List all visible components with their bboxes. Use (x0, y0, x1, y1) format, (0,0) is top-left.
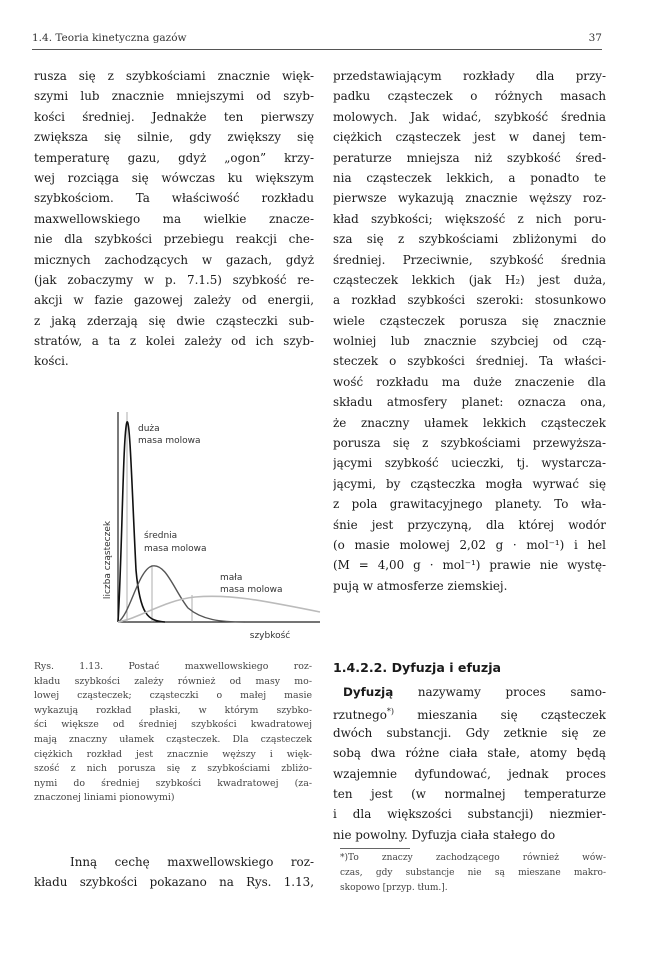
text-line: ciężkich cząsteczek jest w danej tem- (333, 130, 606, 145)
footnote-mark: *) (386, 707, 394, 717)
text-line (333, 682, 606, 702)
text-line: molowych. Jak widać, szybkość średnia (333, 109, 606, 124)
text-line: i dla większości substancji) niezmier- (333, 807, 606, 822)
text-line: (o masie molowej 2,02 g · mol⁻¹) i hel (333, 537, 606, 552)
caption-line: szość z nich porusza się z szybkościami zbliżo- (34, 763, 312, 775)
text-line: ten jest (w normalnej temperaturze (333, 786, 606, 801)
term-bold: Dyfuzją (343, 685, 394, 699)
text-line: temperaturę gazu, gdyż „ogon” krzy- (34, 150, 314, 165)
caption-line: wykazują rozkład płaski, w którym szybko- (34, 704, 312, 716)
caption-line: znaczonej liniami pionowymi) (34, 792, 175, 804)
caption-line: mają znaczny ułamek cząsteczek. Dla cząsteczek (34, 733, 312, 745)
left-column-text (34, 66, 314, 372)
caption-line: lowej cząsteczek; cząsteczki o małej masie (34, 690, 312, 702)
section-heading: 1.4.2.2. Dyfuzja i efuzja (333, 660, 502, 675)
text-line: nie powolny. Dyfuzja ciała stałego do (333, 827, 556, 842)
text-line: przedstawiającym rozkłady dla przy- (333, 69, 606, 83)
right-bottom-text (333, 682, 606, 845)
curve-label-heavy-1: duża (138, 424, 160, 434)
running-header (32, 32, 602, 46)
text-line: maxwellowskiego ma wielkie znacze- (34, 211, 314, 226)
caption-line: Rys. 1.13. Postać maxwellowskiego roz- (34, 661, 312, 672)
caption-line: ciężkich rozkład jest znacznie węższy i więk- (34, 748, 312, 760)
page-number: 37 (588, 32, 602, 44)
text-line: kładu szybkości pokazano na Rys. 1.13, (34, 875, 314, 890)
text-line: kości średniej. Jednakże ten pierwszy (34, 109, 314, 124)
text-line: szybkościom. Ta właściwość rozkładu (34, 191, 314, 206)
text-line: że znaczny ułamek lekkich cząsteczek (333, 415, 606, 430)
footnote-line: *)To znaczy zachodzącego również wów- (340, 853, 606, 863)
text-line: śnie jest przyczyną, dla której wodór (333, 517, 606, 532)
text-line: sobą dwa różne ciała stałe, atomy będą (333, 746, 606, 761)
text-line: nie dla szybkości przebiegu reakcji che- (34, 232, 314, 247)
text-line: średniej. Przeciwnie, szybkość średnia (333, 252, 606, 267)
curve-heavy (118, 422, 165, 622)
text-line: akcji w fazie gazowej zależy od energii, (34, 293, 314, 308)
text-line: kład szybkości; większość z nich poru- (333, 211, 606, 226)
y-axis-label: liczba cząsteczek (103, 520, 113, 600)
text-line: a rozkład szybkości szeroki: stosunkowo (333, 293, 606, 308)
text-line: stratów, a ta z kolei zależy od ich szyb- (34, 334, 314, 349)
text-line: rusza się z szybkościami znacznie więk- (34, 69, 314, 83)
curve-label-medium-2: masa molowa (144, 544, 207, 554)
caption-line: nymi do średniej szybkości kwadratowej (za- (34, 777, 312, 789)
text-fragment: mieszania się cząsteczek (417, 708, 606, 723)
footnote-rule (340, 848, 410, 849)
left-bottom-text (34, 852, 314, 893)
footnote-line: czas, gdy substancje nie są mieszane makro- (340, 868, 606, 878)
text-line: wej rozciąga się wówczas ku większym (34, 170, 314, 185)
text-line: micznych zachodzących w gazach, gdyż (34, 252, 314, 267)
text-line (333, 702, 606, 722)
text-line: pują w atmosferze ziemskiej. (333, 578, 508, 593)
curve-label-light-1: mała (220, 573, 243, 583)
text-line: wzajemnie dyfundować, jednak proces (333, 766, 606, 781)
caption-line: kładu szybkości zależy również od masy mo- (34, 675, 312, 687)
text-line: padku cząsteczek o różnych masach (333, 89, 606, 104)
maxwell-distribution-figure (70, 400, 330, 640)
text-line: jącymi szybkość ucieczki, tj. wystarcza- (333, 456, 606, 471)
text-line: z jaką zderzają się dwie cząsteczki sub- (34, 313, 314, 328)
text-line: cząsteczek lekkich (jak H₂) jest duża, (333, 272, 606, 287)
text-line: (jak zobaczymy w p. 7.1.5) szybkość re- (34, 272, 314, 287)
header-section-title: 1.4. Teoria kinetyczna gazów (32, 32, 187, 44)
text-line: wość rozkładu ma duże znaczenie dla (333, 374, 606, 389)
text-line: jącymi, by cząsteczka mogła wyrwać się (333, 476, 606, 491)
text-line: peraturze mniejsza niż szybkość śred- (333, 150, 606, 165)
text-line: składu atmosfery planet: oznacza ona, (333, 395, 606, 410)
curve-light (118, 596, 320, 622)
footnote (340, 851, 606, 896)
text-line: nia cząsteczek lekkich, a ponadto te (333, 170, 606, 185)
text-line: z pola grawitacyjnego planety. To wła- (333, 497, 606, 512)
text-line: zwiększa się silnie, gdy zwiększy się (34, 130, 314, 145)
figure-caption (34, 660, 312, 806)
caption-line: ści większe od średniej szybkości kwadratowej (34, 719, 312, 731)
text-line: dwóch substancji. Gdy zetknie się ze (333, 725, 606, 740)
footnote-line: skopowo [przyp. tłum.]. (340, 883, 448, 893)
text-fragment: rzutnego (333, 708, 387, 723)
right-column-text (333, 66, 606, 596)
text-line: sza się z szybkościami zbliżonymi do (333, 232, 606, 247)
text-line: wiele cząsteczek porusza się znacznie (333, 313, 606, 328)
text-line: steczek o szybkości średniej. Ta właści- (333, 354, 606, 369)
header-rule (32, 49, 602, 50)
text-fragment: nazywamy proces samo- (417, 685, 606, 699)
text-line: pierwsze wykazują znacznie węższy roz- (333, 191, 606, 206)
curve-label-light-2: masa molowa (220, 585, 283, 595)
curve-label-medium-1: średnia (144, 531, 178, 541)
text-line: porusza się z szybkościami przewyższa- (333, 436, 606, 451)
text-line: szymi lub znacznie mniejszymi od szyb- (34, 89, 314, 104)
text-line: (M = 4,00 g · mol⁻¹) prawie nie wystę- (333, 558, 606, 573)
text-line: Inną cechę maxwellowskiego roz- (70, 855, 314, 869)
text-line: wolniej lub znacznie szybciej od czą- (333, 334, 606, 349)
curve-label-heavy-2: masa molowa (138, 436, 201, 446)
text-line: kości. (34, 354, 69, 369)
x-axis-label: szybkość (249, 631, 291, 640)
